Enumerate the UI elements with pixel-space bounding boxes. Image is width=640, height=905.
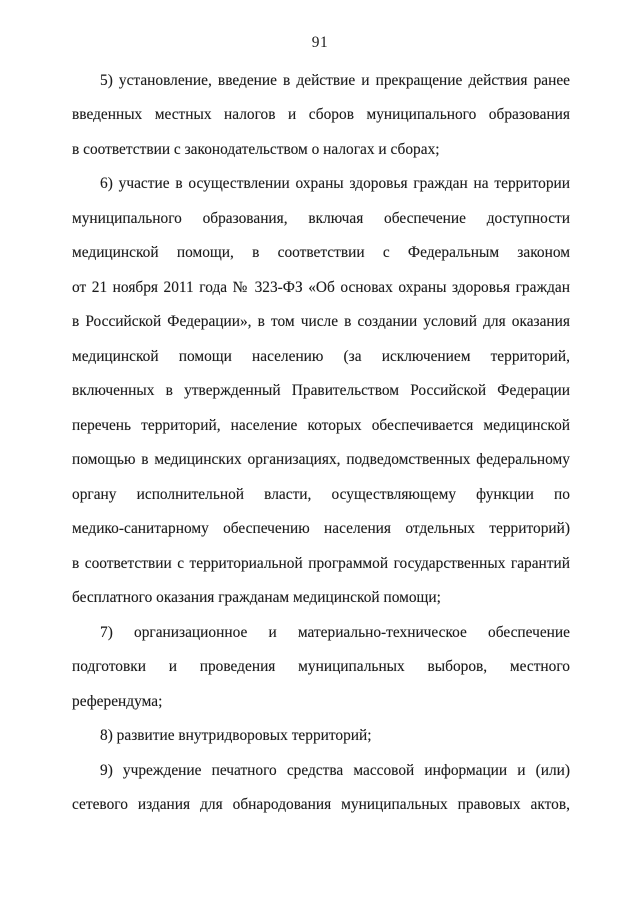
paragraph-clause-6 (72, 167, 570, 616)
text-line: в соответствии с законодательством о налогах и сборах; (72, 140, 440, 158)
text-line: 8) развитие внутридворовых территорий; (100, 727, 372, 744)
text-line: введенных местных налогов и сборов муниципального образования (72, 106, 570, 123)
paragraph-clause-8 (72, 719, 570, 754)
text-line: 6) участие в осуществлении охраны здоровья граждан на территории (100, 175, 570, 192)
text-line: подготовки и проведения муниципальных выборов, местного (72, 658, 570, 675)
text-line: 5) установление, введение в действие и прекращение действия ранее (100, 71, 570, 89)
text-line: сетевого издания для обнародования муниципальных правовых актов, (72, 796, 570, 813)
text-block (72, 64, 570, 823)
text-line: бесплатного оказания гражданам медицинской помощи; (72, 589, 441, 606)
text-line: 7) организационное и материально-техническое обеспечение (100, 623, 570, 641)
text-line: в Российской Федерации», в том числе в создании условий для оказания (72, 313, 570, 330)
text-line: референдума; (72, 692, 163, 710)
paragraph-clause-7 (72, 616, 570, 720)
text-line: органу исполнительной власти, осуществляющему функции по (72, 485, 570, 503)
text-line: медико-санитарному обеспечению населения отдельных территорий) (72, 520, 570, 537)
paragraph-clause-5 (72, 64, 570, 168)
text-line: муниципального образования, включая обеспечение доступности (72, 209, 570, 227)
text-line: 9) учреждение печатного средства массовой информации и (или) (100, 761, 570, 779)
text-line: помощью в медицинских организациях, подведомственных федеральному (72, 451, 570, 468)
text-line: медицинской помощи, в соответствии с Федеральным законом (72, 244, 570, 261)
text-line: в соответствии с территориальной программой государственных гарантий (72, 554, 570, 572)
paragraph-clause-9 (72, 754, 570, 823)
text-line: перечень территорий, население которых обеспечивается медицинской (72, 416, 570, 434)
text-line: от 21 ноября 2011 года № 323-ФЗ «Об основах охраны здоровья граждан (72, 278, 570, 296)
text-line: медицинской помощи населению (за исключением территорий, (72, 347, 570, 365)
page-number: 91 (311, 34, 329, 51)
text-line: включенных в утвержденный Правительством Российской Федерации (72, 382, 570, 399)
